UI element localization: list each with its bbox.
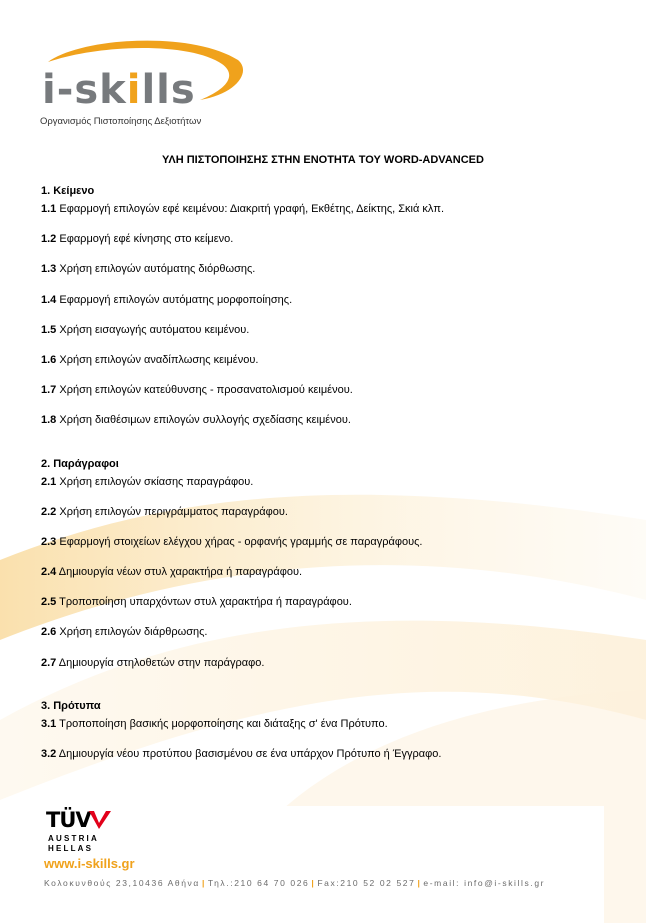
address: Κολοκυνθούς 23,10436 Αθήνα — [44, 878, 200, 888]
website-link[interactable]: www.i-skills.gr — [44, 856, 135, 871]
syllabus-content — [41, 184, 611, 777]
email-link[interactable]: e-mail: info@i-skills.gr — [423, 878, 546, 888]
i-skills-logo — [40, 30, 250, 130]
tuv-mark: TÜV — [46, 808, 91, 832]
list-item: 2.5 Τροποποίηση υπαρχόντων στυλ χαρακτήρα ή παραγράφου. — [41, 596, 352, 609]
phone: Τηλ.:210 64 70 026 — [207, 878, 310, 888]
list-item: 1.4 Εφαρμογή επιλογών αυτόματης μορφοποίησης. — [41, 293, 293, 306]
section-heading: 2. Παράγραφοι — [41, 457, 119, 470]
logo-subtitle: Οργανισμός Πιστοποίησης Δεξιοτήτων — [40, 116, 202, 127]
list-item: 3.1 Τροποποίηση βασικής μορφοποίησης και διάταξης σ' ένα Πρότυπο. — [41, 717, 388, 730]
list-item: 2.1 Χρήση επιλογών σκίασης παραγράφου. — [41, 475, 254, 488]
list-item: 1.7 Χρήση επιλογών κατεύθυνσης - προσανατολισμού κειμένου. — [41, 384, 353, 397]
list-item: 1.2 Εφαρμογή εφέ κίνησης στο κείμενο. — [41, 233, 234, 246]
list-item: 1.3 Χρήση επιλογών αυτόματης διόρθωσης. — [41, 263, 256, 276]
tuv-checkmark-icon — [87, 809, 113, 831]
tuv-country: AUSTRIA — [48, 834, 99, 843]
section-heading: 3. Πρότυπα — [41, 699, 101, 712]
list-item: 1.5 Χρήση εισαγωγής αυτόματου κειμένου. — [41, 323, 250, 336]
logo-wordmark: i-skills — [42, 67, 196, 113]
list-item: 1.8 Χρήση διαθέσιμων επιλογών συλλογής σχεδίασης κειμένου. — [41, 414, 351, 427]
list-item: 2.2 Χρήση επιλογών περιγράμματος παραγράφου. — [41, 505, 288, 518]
list-item: 1.1 Εφαρμογή επιλογών εφέ κειμένου: Διακριτή γραφή, Εκθέτης, Δείκτης, Σκιά κλπ. — [41, 203, 445, 215]
list-item: 2.3 Εφαρμογή στοιχείων ελέγχου χήρας - ορφανής γραμμής σε παραγράφους. — [41, 535, 423, 548]
section-templates — [41, 699, 611, 777]
section-heading: 1. Κείμενο — [41, 185, 95, 197]
list-item: 2.4 Δημιουργία νέων στυλ χαρακτήρα ή παραγράφου. — [41, 566, 303, 579]
tuv-region: HELLAS — [48, 844, 94, 853]
list-item: 2.6 Χρήση επιλογών διάρθρωσης. — [41, 626, 208, 639]
section-text — [41, 184, 611, 444]
list-item: 2.7 Δημιουργία στηλοθετών στην παράγραφο. — [41, 656, 265, 669]
fax: Fax:210 52 02 527 — [317, 878, 416, 888]
contact-line: Κολοκυνθούς 23,10436 Αθήνα | Τηλ.:210 64 70 026 | Fax:210 52 02 527 | e-mail: info@i-skills.gr — [44, 878, 546, 888]
list-item: 1.6 Χρήση επιλογών αναδίπλωσης κειμένου. — [41, 353, 259, 366]
document-title: ΥΛΗ ΠΙΣΤΟΠΟΙΗΣΗΣ ΣΤΗΝ ΕΝΟΤΗΤΑ ΤΟΥ WORD-ADVANCED — [162, 154, 484, 166]
tuv-austria-hellas-logo — [46, 808, 136, 858]
list-item: 3.2 Δημιουργία νέου προτύπου βασισμένου σε ένα υπάρχον Πρότυπο ή Έγγραφο. — [41, 748, 442, 760]
section-paragraphs — [41, 457, 611, 686]
